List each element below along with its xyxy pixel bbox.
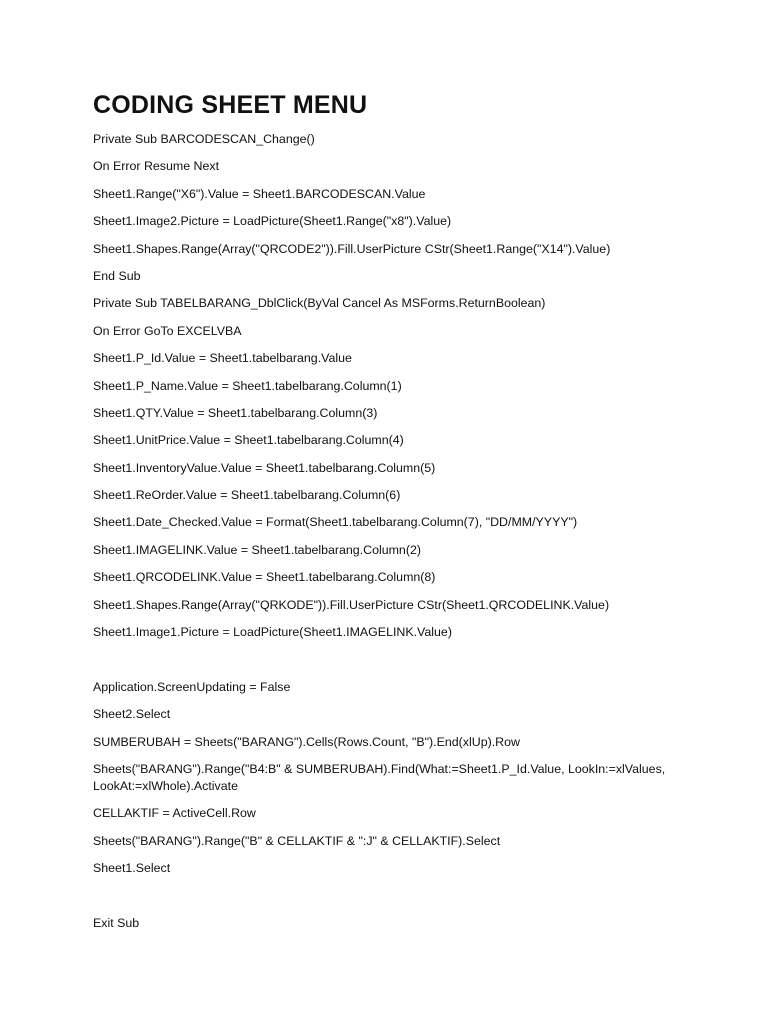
code-line: Exit Sub — [93, 915, 140, 930]
document-title: CODING SHEET MENU — [93, 91, 368, 119]
code-line: CELLAKTIF = ActiveCell.Row — [93, 806, 256, 821]
code-line: End Sub — [93, 268, 141, 283]
code-line: Sheet2.Select — [93, 707, 171, 722]
code-line: On Error GoTo EXCELVBA — [93, 323, 242, 338]
code-line: Private Sub BARCODESCAN_Change() — [93, 132, 315, 146]
code-line: Sheet1.QRCODELINK.Value = Sheet1.tabelbarang.Column(8) — [93, 570, 436, 585]
code-line: Sheet1.Range("X6").Value = Sheet1.BARCODESCAN.Value — [93, 186, 426, 201]
code-line: Sheet1.UnitPrice.Value = Sheet1.tabelbarang.Column(4) — [93, 433, 404, 448]
code-line: Private Sub TABELBARANG_DblClick(ByVal Cancel As MSForms.ReturnBoolean) — [93, 296, 546, 311]
code-line: Sheet1.IMAGELINK.Value = Sheet1.tabelbarang.Column(2) — [93, 542, 421, 557]
document-content — [93, 90, 733, 942]
code-line: Sheet1.Image1.Picture = LoadPicture(Sheet1.IMAGELINK.Value) — [93, 625, 452, 640]
code-line: Sheets("BARANG").Range("B4:B" & SUMBERUBAH).Find(What:=Sheet1.P_Id.Value, LookIn:=xlValues, LookAt:=xlWhole).Activate — [93, 761, 669, 793]
code-line: Application.ScreenUpdating = False — [93, 679, 291, 694]
code-line: Sheet1.Date_Checked.Value = Format(Sheet1.tabelbarang.Column(7), "DD/MM/YYYY") — [93, 515, 578, 530]
code-line: SUMBERUBAH = Sheets("BARANG").Cells(Rows.Count, "B").End(xlUp).Row — [93, 734, 520, 749]
blank-line — [93, 888, 733, 905]
code-line: On Error Resume Next — [93, 159, 220, 174]
code-line: Sheet1.Select — [93, 861, 171, 876]
code-line: Sheet1.Shapes.Range(Array("QRKODE")).Fill.UserPicture CStr(Sheet1.QRCODELINK.Value) — [93, 597, 610, 612]
code-line: Sheets("BARANG").Range("B" & CELLAKTIF & ":J" & CELLAKTIF).Select — [93, 833, 501, 848]
code-line: Sheet1.Shapes.Range(Array("QRCODE2")).Fill.UserPicture CStr(Sheet1.Range("X14").Value) — [93, 241, 611, 256]
code-line: Sheet1.ReOrder.Value = Sheet1.tabelbarang.Column(6) — [93, 488, 401, 503]
code-line: Sheet1.Image2.Picture = LoadPicture(Sheet1.Range("x8").Value) — [93, 214, 452, 229]
blank-line — [93, 651, 733, 668]
code-line: Sheet1.InventoryValue.Value = Sheet1.tabelbarang.Column(5) — [93, 460, 436, 475]
code-listing — [93, 131, 733, 932]
code-line: Sheet1.P_Id.Value = Sheet1.tabelbarang.Value — [93, 351, 352, 366]
code-line: Sheet1.P_Name.Value = Sheet1.tabelbarang.Column(1) — [93, 378, 402, 393]
code-line: Sheet1.QTY.Value = Sheet1.tabelbarang.Column(3) — [93, 405, 378, 420]
